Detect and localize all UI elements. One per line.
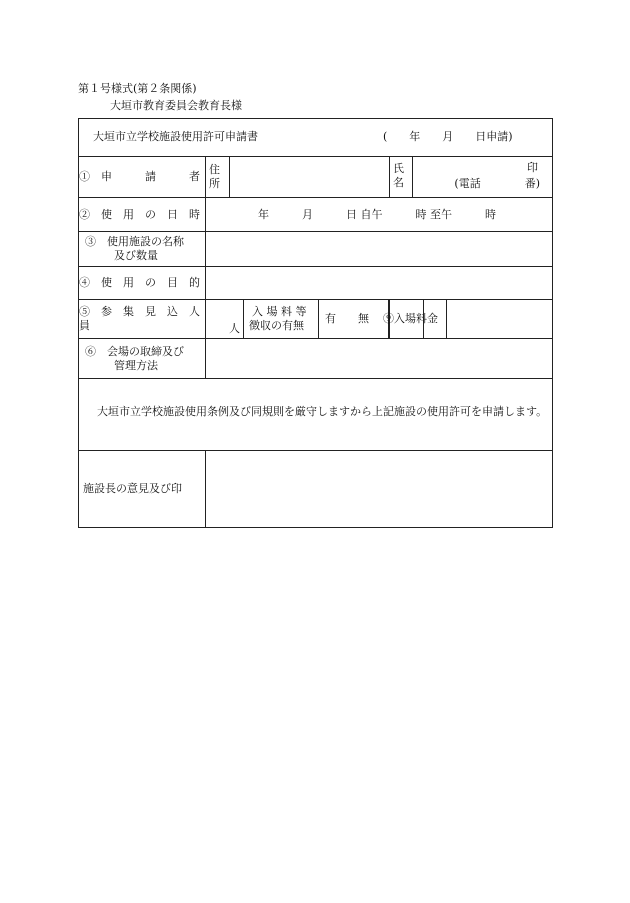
applicant-label: ① 申 請 者 bbox=[79, 157, 206, 198]
name-cell bbox=[390, 157, 553, 198]
declaration-text: 大垣市立学校施設使用条例及び同規則を厳守しますから上記施設の使用許可を申請します。 bbox=[97, 405, 548, 418]
management-field[interactable] bbox=[206, 339, 553, 379]
application-title: 大垣市立学校施設使用許可申請書 bbox=[93, 130, 258, 143]
use-date-field[interactable] bbox=[206, 198, 553, 232]
address-label-1: 住 bbox=[209, 163, 220, 176]
fee-question-1: 入 場 料 等 bbox=[252, 305, 307, 318]
name-label-1: 氏 bbox=[393, 162, 404, 175]
fee-amount-label: ⑨入場料金 bbox=[390, 300, 447, 339]
purpose-field[interactable] bbox=[206, 267, 553, 300]
management-label-2: 管理方法 bbox=[114, 358, 158, 372]
facility-label-1: ③ 使用施設の名称 bbox=[85, 235, 184, 248]
director-label: 施設長の意見及び印 bbox=[79, 451, 206, 528]
name-label-2: 名 bbox=[393, 176, 404, 189]
name-field[interactable] bbox=[413, 157, 552, 197]
address-label-2: 所 bbox=[209, 177, 220, 190]
declaration-cell bbox=[79, 379, 553, 451]
phone-field: (電話 番) bbox=[454, 177, 541, 190]
name-label bbox=[390, 157, 413, 197]
fee-choice-label: 有 無 bbox=[325, 312, 369, 325]
use-date-label: ② 使 用 の 日 時 bbox=[79, 198, 206, 232]
application-date: ( 年 月 日申請) bbox=[383, 130, 513, 143]
facility-field[interactable] bbox=[206, 232, 553, 267]
management-label bbox=[79, 339, 206, 379]
addressee: 大垣市教育委員会教育長様 bbox=[110, 99, 242, 112]
attendees-field[interactable] bbox=[206, 300, 319, 339]
management-label-1: ⑥ 会場の取締及び bbox=[85, 344, 184, 358]
use-date-value: 年 月 日 自午 時 至午 時 bbox=[258, 208, 496, 221]
form-number-title: 第１号様式(第２条関係) bbox=[78, 82, 197, 95]
form-title-row bbox=[79, 119, 553, 157]
address-field[interactable] bbox=[230, 157, 390, 198]
director-field[interactable] bbox=[206, 451, 553, 528]
seal-mark: 印 bbox=[527, 161, 539, 174]
address-label bbox=[206, 157, 230, 198]
attendees-label: ⑤ 参 集 見 込 人 員 bbox=[79, 300, 206, 339]
attendees-count[interactable] bbox=[206, 300, 244, 338]
facility-label bbox=[79, 232, 206, 267]
facility-label-2: 及び数量 bbox=[114, 249, 158, 262]
application-form-table bbox=[78, 118, 553, 528]
attendees-unit: 人 bbox=[229, 322, 240, 335]
fee-amount-field[interactable] bbox=[447, 300, 553, 339]
fee-question-2: 徴収の有無 bbox=[249, 319, 304, 332]
fee-question bbox=[244, 300, 318, 338]
purpose-label: ④ 使 用 の 目 的 bbox=[79, 267, 206, 300]
